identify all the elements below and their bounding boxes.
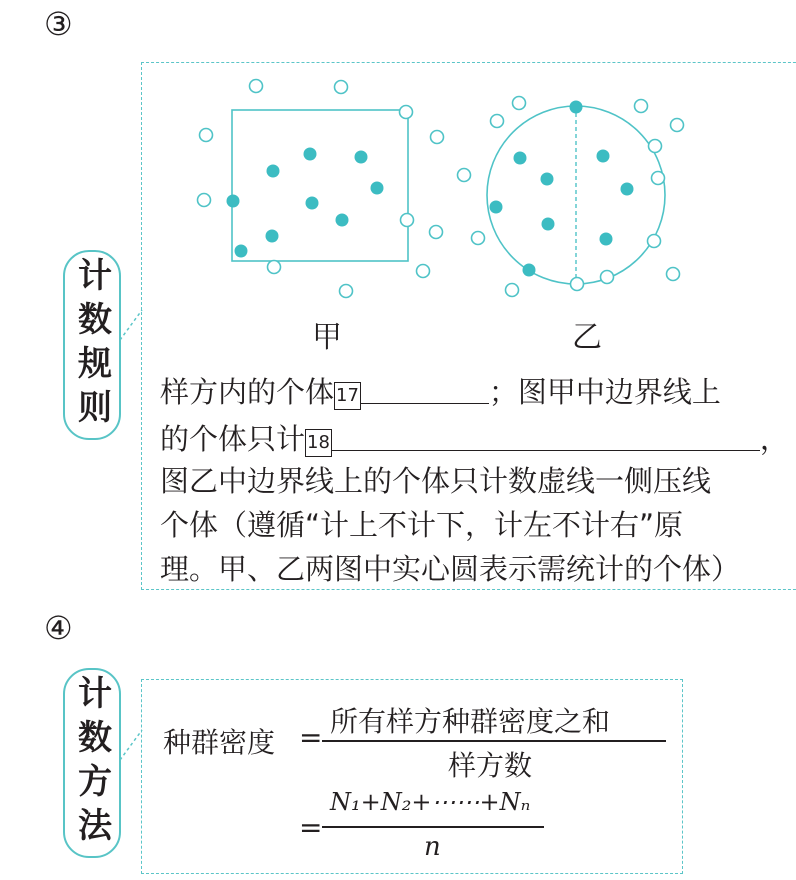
counted-individual: [600, 233, 613, 246]
section-4-marker: ④: [44, 609, 73, 647]
blank-18-number: 18: [305, 429, 332, 457]
counted-individual: [266, 230, 279, 243]
counting-method-tab-label: 计数方法: [71, 675, 112, 851]
figure-a-label: 甲: [312, 320, 342, 355]
rules-line-1-text-end: ；图甲中边界线上: [488, 375, 721, 409]
rules-line-2-text: 的个体只计: [160, 422, 306, 456]
counted-individual: [490, 201, 503, 214]
rules-line-1-text: 样方内的个体: [160, 375, 335, 409]
counted-individual: [570, 101, 583, 114]
section-3-marker: ③: [44, 5, 73, 43]
figure-b-circle-quadrat: [458, 97, 684, 297]
rules-line-2: [160, 417, 789, 458]
formula-denominator-1: 样方数: [448, 749, 533, 782]
tab-connector-4: [118, 720, 148, 780]
counted-individual: [235, 245, 248, 258]
formula-equals-2: =: [299, 811, 323, 844]
rules-line-3: 图乙中边界线上的个体只计数虚线一侧压线: [160, 464, 712, 498]
counted-individual: [621, 183, 634, 196]
counted-individual: [371, 182, 384, 195]
counted-individual: [267, 165, 280, 178]
blank-18-line[interactable]: [332, 428, 760, 451]
counted-individual: [227, 195, 240, 208]
blank-17-number: 17: [334, 382, 361, 410]
formula-equals-1: =: [299, 721, 323, 754]
counting-method-tab: [63, 668, 121, 858]
rules-line-1: [160, 370, 721, 411]
counted-individual: [336, 214, 349, 227]
counted-individual: [304, 148, 317, 161]
quadrat-diagrams: [0, 0, 796, 330]
formula-numerator-2: N₁+N₂+⋯⋯+Nₙ: [330, 788, 531, 816]
counted-individual: [523, 264, 536, 277]
counted-individual: [597, 150, 610, 163]
blank-17-line[interactable]: [361, 381, 489, 404]
counted-individual: [514, 152, 527, 165]
formula-numerator-1: 所有样方种群密度之和: [330, 705, 611, 738]
counted-individual: [355, 151, 368, 164]
formula-lhs: 种群密度: [163, 726, 276, 759]
counting-rules-tab-label: 计数规则: [71, 257, 112, 433]
counted-individual: [541, 173, 554, 186]
figure-b-label: 乙: [572, 320, 602, 355]
rules-line-5: 理。甲、乙两图中实心圆表示需统计的个体）: [160, 552, 741, 586]
formula-denominator-2: n: [424, 832, 441, 862]
fraction-bar-2: [322, 826, 544, 828]
fraction-bar-1: [322, 740, 666, 742]
counted-individual: [306, 197, 319, 210]
counted-individual: [542, 218, 555, 231]
figure-a-square-quadrat: [198, 80, 444, 298]
rules-line-4: 个体（遵循“计上不计下，计左不计右”原: [160, 508, 684, 542]
rules-line-2-text-end: ，: [759, 422, 789, 456]
